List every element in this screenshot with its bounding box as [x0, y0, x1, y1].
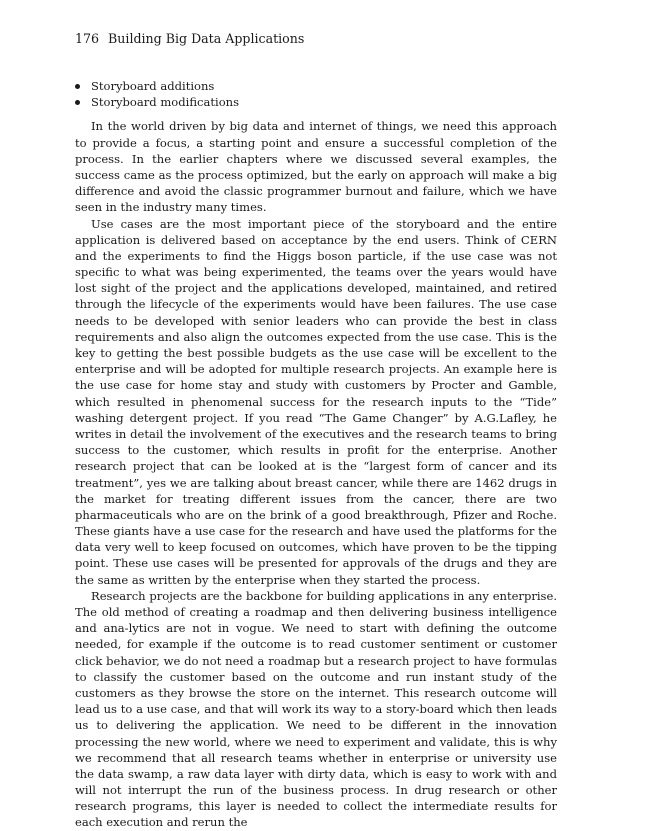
paragraph: Use cases are the most important piece of the storyboard and the entire application is delivered based on acceptance by the end users. Think of CERN and the experiments to find the Higgs boson particle, if the use case was not specific to what was being experimented, the teams over the years would have lost sight of the project and the applications developed, maintained, and retired through the lifecycle of the experiments would have been failures. The use case needs to be developed with senior leaders who can provide the best in class requirements and also align the outcomes expected from the use case. This is the key to getting the best possible budgets as the use case will be excellent to the enterprise and will be adopted for multiple research projects. An example here is the use case for home stay and study with customers by Procter and Gamble, which resulted in phenomenal success for the research inputs to the “Tide” washing detergent project. If you read “The Game Changer” by A.G.Lafley, he writes in detail the involvement of the executives and the research teams to bring success to the customer, which results in profit for the enterprise. Another research project that can be looked at is the “largest form of cancer and its treatment”, yes we are talking about breast cancer, while there are 1462 drugs in the market for treating different issues from the cancer, there are two pharmaceuticals who are on the brink of a good breakthrough, Pfizer and Roche. These giants have a use case for the research and have used the platforms for the data very well to keep focused on outcomes, which have proven to be the tipping point. These use cases will be presented for approvals of the drugs and they are the same as written by the enterprise when they started the process.: [75, 216, 557, 587]
bullet-item: [75, 94, 557, 110]
page-body: [75, 78, 557, 831]
running-header: [75, 30, 304, 48]
running-title: Building Big Data Applications: [108, 31, 305, 46]
bullet-list: [75, 78, 557, 110]
page-number: 176: [75, 31, 100, 46]
bullet-item: [75, 78, 557, 94]
bullet-text: Storyboard modifications: [91, 95, 240, 110]
bullet-icon: [75, 100, 80, 105]
bullet-text: Storyboard additions: [91, 79, 215, 93]
paragraph: Research projects are the backbone for building applications in any enterprise. The old method of creating a roadmap and then delivering business intelligence and ana-lytics are not in vogue. We need to start with defining the outcome needed, for example if the outcome is to read customer sentiment or customer click behavior, we do not need a roadmap but a research project to have formulas to classify the customer based on the outcome and run instant study of the customers as they browse the store on the internet. This research outcome will lead us to a use case, and that will work its way to a story-board which then leads us to delivering the application. We need to be different in the innovation processing the new world, where we need to experiment and validate, this is why we recommend that all research teams whether in enterprise or university use the data swamp, a raw data layer with dirty data, which is easy to work with and will not interrupt the run of the business process. In drug research or other research programs, this layer is needed to collect the intermediate results for each execution and rerun the: [75, 588, 557, 830]
paragraph: In the world driven by big data and internet of things, we need this approach to provide a focus, a starting point and ensure a successful completion of the process. In the earlier chapters where we discussed several examples, the success came as the process optimized, but the early on approach will make a big difference and avoid the classic programmer burnout and failure, which we have seen in the industry many times.: [75, 119, 557, 215]
bullet-icon: [75, 84, 80, 89]
